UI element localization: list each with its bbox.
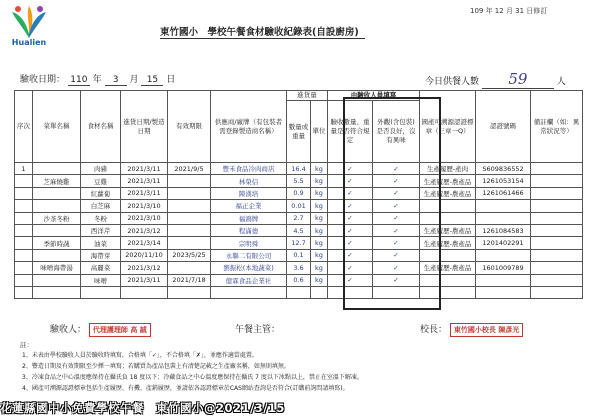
row-check-qty: ✓ (328, 237, 373, 249)
supply-count (425, 70, 566, 89)
row-cert: 生產履歷-農產品 (420, 262, 476, 274)
row-unit: kg (311, 224, 328, 236)
principal-stamp: 東竹國小校長 陳彥光 (450, 323, 523, 337)
row-ingredient: 豆雞 (81, 175, 121, 187)
row-supplier: 宗明舜 (211, 237, 287, 249)
row-purchase-date: 2021/3/12 (121, 224, 168, 236)
row-check-look: ✓ (373, 187, 420, 199)
row-expiry (168, 200, 211, 212)
row-seq (15, 224, 33, 236)
row-cert: 生產履歷-農產品 (420, 175, 476, 187)
header-insp-qty: 驗收數量、重量是否符合規定 (328, 101, 373, 163)
row-qty: 3.6 (287, 262, 311, 274)
row-cert (420, 200, 476, 212)
row-dish: 沙茶冬粉 (33, 212, 81, 224)
row-supplier: 福正企業 (211, 200, 287, 212)
inspection-date (20, 72, 175, 86)
row-supplier: 福鴻牌 (211, 212, 287, 224)
inspector-signature (50, 322, 151, 337)
row-check-qty: ✓ (328, 175, 373, 187)
row-purchase-date: 2021/3/10 (121, 212, 168, 224)
row-remark (531, 163, 583, 175)
row-expiry (168, 237, 211, 249)
row-supplier: 劉振松(本地蔬菜) (211, 262, 287, 274)
header-insp-look: 外觀(含包裝)是否良好，沒有異味 (373, 101, 420, 163)
row-cert (420, 249, 476, 261)
row-qty: 0.01 (287, 200, 311, 212)
row-expiry (168, 286, 211, 298)
row-check-qty: ✓ (328, 274, 373, 286)
row-qty: 4.5 (287, 224, 311, 236)
row-seq (15, 286, 33, 298)
date-month-unit: 月 (129, 75, 139, 85)
row-cert-no: 1261053154 (476, 175, 531, 187)
row-check-look: ✓ (373, 274, 420, 286)
logo-text: Hualien (11, 38, 47, 47)
row-remark (531, 274, 583, 286)
row-expiry: 2023/5/25 (168, 249, 211, 261)
row-purchase-date: 2021/3/10 (121, 200, 168, 212)
row-ingredient: 西洋芹 (81, 224, 121, 236)
supply-count-unit: 人 (556, 77, 566, 87)
row-unit: kg (311, 274, 328, 286)
footer-caption: 花蓮縣國中小免費學校午餐 東竹國小@2021/3/15 (0, 401, 285, 415)
row-remark (531, 200, 583, 212)
row-expiry (168, 212, 211, 224)
row-check-qty (328, 286, 373, 298)
row-cert-no: 1261084583 (476, 224, 531, 236)
row-dish (33, 224, 81, 236)
row-cert-no (476, 286, 531, 298)
row-check-look: ✓ (373, 212, 420, 224)
row-cert-no: 1601009789 (476, 262, 531, 274)
row-qty (287, 286, 311, 298)
row-purchase-date: 2021/3/14 (121, 237, 168, 249)
row-dish: 芝麻燒雞 (33, 175, 81, 187)
row-qty: 0.9 (287, 187, 311, 199)
row-expiry (168, 175, 211, 187)
row-purchase-date: 2021/3/11 (121, 175, 168, 187)
row-remark (531, 286, 583, 298)
table-row (15, 224, 583, 236)
row-check-qty: ✓ (328, 163, 373, 175)
row-unit: kg (311, 187, 328, 199)
row-dish (33, 286, 81, 298)
row-seq (15, 262, 33, 274)
row-ingredient: 海帶芽 (81, 249, 121, 261)
row-supplier: 永聯二有限公司 (211, 249, 287, 261)
table-row (15, 237, 583, 249)
row-cert-no: 1261061466 (476, 187, 531, 199)
row-qty: 0.6 (287, 274, 311, 286)
header-supplier: 供應商/廠牌（有包裝者需登錄製造商名稱） (211, 91, 287, 163)
header-purchase-date: 進貨日期/製造日期 (121, 91, 168, 163)
row-cert-no: S609836552 (476, 163, 531, 175)
table-row (15, 187, 583, 199)
row-supplier: 億霖食品企業社 (211, 274, 287, 286)
notes-title: 註： (20, 341, 33, 349)
row-qty: 2.7 (287, 212, 311, 224)
row-check-look: ✓ (373, 249, 420, 261)
date-day-unit: 日 (166, 75, 176, 85)
row-cert: 生產履歷-農產品 (420, 224, 476, 236)
row-purchase-date: 2021/3/12 (121, 262, 168, 274)
header-unit: 單位 (311, 101, 328, 163)
row-dish: 季節時蔬 (33, 237, 81, 249)
table-row (15, 249, 583, 261)
row-supplier: 程滿德 (211, 224, 287, 236)
row-check-look: ✓ (373, 237, 420, 249)
date-day: 15 (141, 75, 163, 86)
row-supplier: 陳漢培 (211, 187, 287, 199)
table-row (15, 200, 583, 212)
row-check-qty: ✓ (328, 262, 373, 274)
row-purchase-date (121, 286, 168, 298)
table-row (15, 175, 583, 187)
header-dish: 菜單名稱 (33, 91, 81, 163)
row-remark (531, 187, 583, 199)
principal-signature (420, 322, 523, 337)
note-item: 2、豐造日期及有效期限至少擇一填寫；若購買為產品包裝上有清楚記載之生產廠名稱，如無則填無。 (22, 363, 290, 370)
row-expiry: 2021/7/18 (168, 274, 211, 286)
table-row (15, 212, 583, 224)
row-unit: kg (311, 237, 328, 249)
table-row (15, 262, 583, 274)
date-label: 驗收日期： (20, 75, 66, 85)
row-cert: 生產履歷-農產品 (420, 237, 476, 249)
row-dish (33, 200, 81, 212)
row-seq (15, 274, 33, 286)
row-ingredient (81, 286, 121, 298)
row-remark (531, 212, 583, 224)
date-month: 3 (105, 75, 127, 86)
row-cert-no (476, 249, 531, 261)
row-remark (531, 237, 583, 249)
row-unit: kg (311, 212, 328, 224)
row-ingredient: 肉豬 (81, 163, 121, 175)
row-remark (531, 175, 583, 187)
row-check-look: ✓ (373, 200, 420, 212)
header-cert: 國產可溯源認證標章（三章一Q） (420, 91, 476, 163)
row-purchase-date: 2021/3/11 (121, 274, 168, 286)
row-unit: kg (311, 262, 328, 274)
row-cert-no (476, 274, 531, 286)
note-item: 4、國產可溯源認證標章包括生產履歷、有機、產銷履歷，並請依各認證標章於CAS網站查詢是否符合(訂購前詢問請填寫)。 (22, 385, 349, 392)
row-supplier (211, 286, 287, 298)
row-check-look: ✓ (373, 163, 420, 175)
row-cert: 生產履歷-農產品 (420, 187, 476, 199)
row-cert: 生產履歷-產肉 (420, 163, 476, 175)
row-check-look: ✓ (373, 175, 420, 187)
row-ingredient: 白芝麻 (81, 200, 121, 212)
header-qty-group: 進貨量 (287, 91, 328, 101)
table-row (15, 274, 583, 286)
row-qty: 0.1 (287, 249, 311, 261)
row-check-look: ✓ (373, 224, 420, 236)
row-qty: 5.5 (287, 175, 311, 187)
row-check-qty: ✓ (328, 224, 373, 236)
row-cert-no (476, 212, 531, 224)
row-qty: 12.7 (287, 237, 311, 249)
row-dish (33, 163, 81, 175)
header-seq: 序次 (15, 91, 33, 163)
row-dish (33, 274, 81, 286)
notes-list (22, 350, 592, 394)
row-cert (420, 274, 476, 286)
row-check-look: ✓ (373, 262, 420, 274)
row-seq (15, 237, 33, 249)
row-dish (33, 249, 81, 261)
row-supplier: 豐禾食品冷肉商店 (211, 163, 287, 175)
row-remark (531, 249, 583, 261)
note-item: 1、未表由學校驗收人員於驗收時填寫，合格填「✓」，不合格填「✗」，並應作適當處置。 (22, 352, 258, 359)
row-seq: 1 (15, 163, 33, 175)
principal-label: 校長： (420, 325, 448, 335)
row-dish (33, 187, 81, 199)
row-expiry (168, 224, 211, 236)
row-seq (15, 187, 33, 199)
inspector-label: 驗收人： (50, 325, 87, 335)
supply-count-value: 59 (482, 70, 554, 89)
row-cert (420, 286, 476, 298)
row-seq (15, 249, 33, 261)
supervisor-label: 午餐主管： (235, 325, 281, 335)
row-qty: 16.4 (287, 163, 311, 175)
note-item: 3、冷凍食品之中心溫度應保持在攝氏負 18 度以下；冷藏食品之中心溫度應保持在攝氏 7 度以下冰點以上，禁止在室溫下解凍。 (22, 374, 363, 381)
row-unit: kg (311, 200, 328, 212)
header-cert-no: 認證號碼 (476, 91, 531, 163)
row-supplier: 林榮信 (211, 175, 287, 187)
supervisor-signature (235, 322, 280, 335)
page-title: 東竹國小 學校午餐食材驗收紀錄表(自設廚房) (160, 27, 359, 38)
row-check-qty: ✓ (328, 212, 373, 224)
supply-count-label: 今日供餐人數 (425, 77, 480, 87)
header-qty: 數量或重量 (287, 101, 311, 163)
date-year-unit: 年 (92, 75, 102, 85)
row-ingredient: 油菜 (81, 237, 121, 249)
table-row (15, 163, 583, 175)
row-cert-no: 1201402291 (476, 237, 531, 249)
row-cert (420, 212, 476, 224)
inspection-table (14, 90, 583, 299)
row-cert-no (476, 200, 531, 212)
date-year: 110 (68, 75, 90, 86)
row-remark (531, 262, 583, 274)
row-check-look (373, 286, 420, 298)
title-underline (160, 38, 365, 39)
row-seq (15, 212, 33, 224)
inspector-stamp: 代理護理師 高 誠 (89, 323, 151, 337)
row-expiry: 2021/9/5 (168, 163, 211, 175)
row-ingredient: 紅蘿蔔 (81, 187, 121, 199)
row-ingredient: 高麗菜 (81, 262, 121, 274)
row-seq (15, 175, 33, 187)
table-row (15, 286, 583, 298)
row-purchase-date: 2021/3/11 (121, 163, 168, 175)
header-ingredient: 食材名稱 (81, 91, 121, 163)
row-ingredient: 味噌 (81, 274, 121, 286)
row-unit (311, 286, 328, 298)
row-expiry (168, 262, 211, 274)
header-remark: 備註欄（如：異常狀況等） (531, 91, 583, 163)
header-inspector-group: 由驗收人員填寫 (328, 91, 420, 101)
row-purchase-date: 2021/3/11 (121, 187, 168, 199)
row-ingredient: 冬粉 (81, 212, 121, 224)
row-expiry (168, 187, 211, 199)
row-check-qty: ✓ (328, 249, 373, 261)
header-expiry: 有效期限 (168, 91, 211, 163)
row-seq (15, 200, 33, 212)
row-purchase-date: 2020/11/10 (121, 249, 168, 261)
revised-note: 109 年 12 月 31 日修訂 (470, 7, 548, 15)
row-unit: kg (311, 249, 328, 261)
row-remark (531, 224, 583, 236)
row-check-qty: ✓ (328, 200, 373, 212)
row-check-qty: ✓ (328, 187, 373, 199)
row-unit: kg (311, 163, 328, 175)
row-dish: 味噌海帶湯 (33, 262, 81, 274)
row-unit: kg (311, 175, 328, 187)
